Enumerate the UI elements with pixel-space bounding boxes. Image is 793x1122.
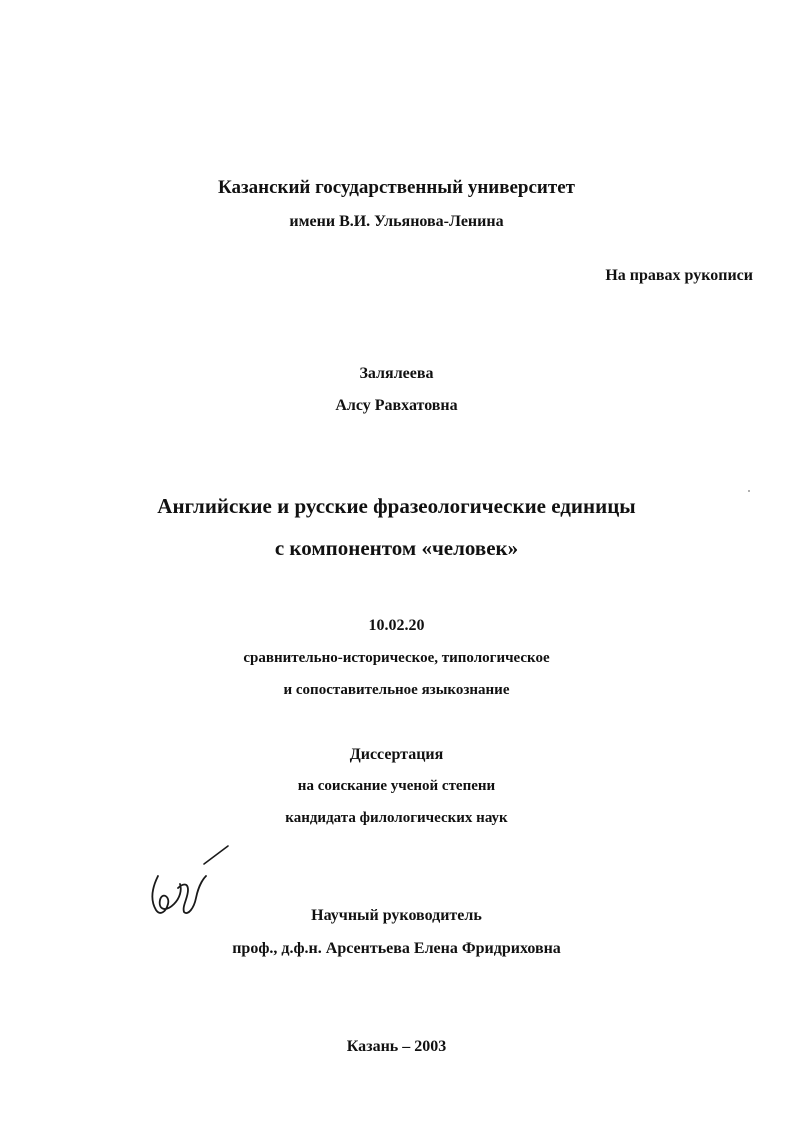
university-name: Казанский государственный университет [218, 177, 575, 198]
specialty-name-line2: и сопоставительное языкознание [283, 682, 510, 698]
place-and-year: Казань – 2003 [346, 1038, 447, 1055]
university-named-after: имени В.И. Ульянова-Ленина [289, 213, 504, 230]
specialty-code: 10.02.20 [368, 617, 425, 634]
dissertation-title-line2: с компонентом «человек» [274, 536, 519, 560]
supervisor-name: проф., д.ф.н. Арсентьева Елена Фридриховна [232, 940, 561, 957]
specialty-name-line1: сравнительно-историческое, типологическое [243, 650, 550, 666]
dissertation-title-line1: Английские и русские фразеологические единицы [157, 494, 636, 518]
scan-speck [748, 490, 750, 492]
work-type-line3: кандидата филологических наук [285, 810, 508, 826]
work-type-label: Диссертация [349, 746, 444, 763]
work-type-line2: на соискание ученой степени [297, 778, 496, 794]
author-surname: Залялеева [359, 365, 434, 382]
author-given-names: Алсу Равхатовна [335, 397, 458, 414]
supervisor-label: Научный руководитель [311, 907, 482, 924]
handwritten-signature [148, 840, 232, 918]
manuscript-note: На правах рукописи [605, 267, 753, 284]
